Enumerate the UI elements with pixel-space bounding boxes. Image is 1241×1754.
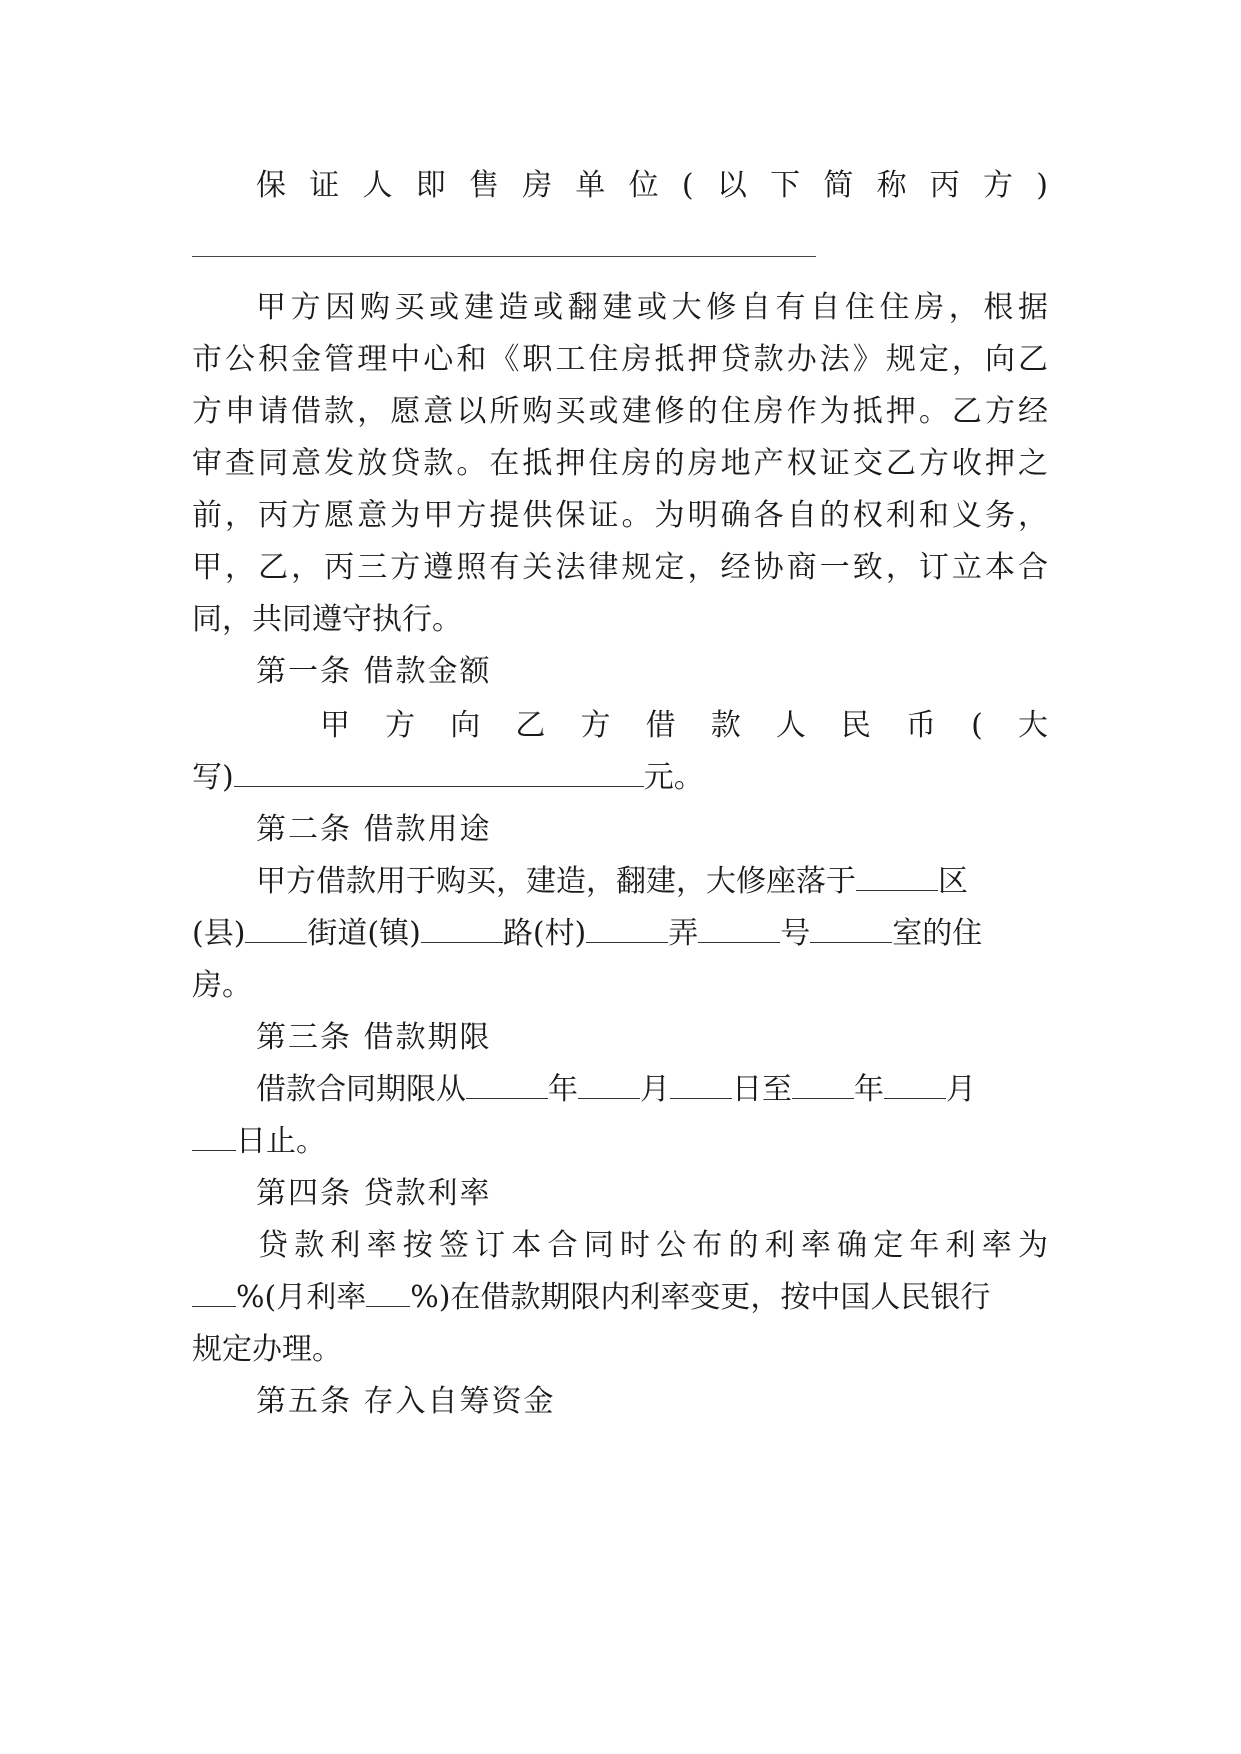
para1-line-1: 甲方因购买或建造或翻建或大修自有自住住房，根据	[256, 290, 1048, 325]
county-label: (县)	[192, 916, 246, 951]
end-day-label: 日止。	[236, 1124, 326, 1159]
article-2-line-3: 房。	[192, 968, 252, 1003]
article-2-line-1	[256, 862, 1048, 902]
article-1-line-1: 甲方向乙方借款人民币(大	[320, 708, 1048, 743]
amount-blank[interactable]	[234, 758, 644, 787]
room-label: 室的住	[892, 916, 983, 951]
para1-line-2: 市公积金管理中心和《职工住房抵押贷款办法》规定，向乙	[192, 342, 1048, 377]
article-3-title: 第三条 借款期限	[256, 1020, 492, 1055]
para1-line-4: 审查同意发放贷款。在抵押住房的房地产权证交乙方收押之	[192, 446, 1048, 481]
end-month-blank[interactable]	[884, 1070, 946, 1099]
article-5-title: 第五条 存入自筹资金	[256, 1384, 556, 1419]
article-2-district-label: 区	[938, 864, 968, 899]
article-1-title: 第一条 借款金额	[256, 654, 492, 689]
guarantor-blank-line	[192, 256, 816, 257]
end-year-label: 年	[854, 1072, 884, 1107]
road-label: 路(村)	[502, 916, 587, 951]
location-blank[interactable]	[856, 862, 938, 891]
number-label: 号	[780, 916, 811, 951]
monthly-rate-blank[interactable]	[366, 1278, 410, 1307]
end-day-blank[interactable]	[192, 1122, 236, 1151]
rate-change-text: %)在借款期限内利率变更，按中国人民银行	[410, 1280, 991, 1315]
article-1-yuan-label: 元。	[643, 760, 704, 795]
article-4-line-3: 规定办理。	[192, 1332, 342, 1367]
street-label: 街道(镇)	[307, 916, 421, 951]
number-blank[interactable]	[698, 914, 780, 943]
monthly-rate-label: %(月利率	[236, 1280, 367, 1315]
lane-blank[interactable]	[586, 914, 668, 943]
road-blank[interactable]	[421, 914, 503, 943]
start-year-blank[interactable]	[466, 1070, 548, 1099]
article-3-line-2	[192, 1122, 1048, 1162]
start-month-label: 月	[640, 1072, 670, 1107]
para1-line-6: 甲，乙，丙三方遵照有关法律规定，经协商一致，订立本合	[192, 550, 1048, 585]
article-2-purpose-text: 甲方借款用于购买，建造，翻建，大修座落于	[256, 864, 856, 899]
article-4-title: 第四条 贷款利率	[256, 1176, 492, 1211]
annual-rate-blank[interactable]	[192, 1278, 236, 1307]
article-1-daxie-label: 写)	[192, 760, 234, 795]
article-2-title: 第二条 借款用途	[256, 812, 492, 847]
article-2-line-2	[192, 914, 1048, 954]
article-1-line-2	[192, 758, 1048, 798]
lane-label: 弄	[668, 916, 699, 951]
article-4-line-1: 贷款利率按签订本合同时公布的利率确定年利率为	[258, 1228, 1048, 1263]
guarantor-line: 保证人即售房单位(以下简称丙方)	[256, 168, 1048, 203]
end-month-label: 月	[946, 1072, 976, 1107]
term-from-label: 借款合同期限从	[256, 1072, 466, 1107]
para1-line-3: 方申请借款，愿意以所购买或建修的住房作为抵押。乙方经	[192, 394, 1048, 429]
end-year-blank[interactable]	[792, 1070, 854, 1099]
article-3-line-1	[256, 1070, 1048, 1110]
room-blank[interactable]	[810, 914, 892, 943]
start-day-to-label: 日至	[732, 1072, 792, 1107]
article-4-line-2	[192, 1278, 1048, 1318]
start-day-blank[interactable]	[670, 1070, 732, 1099]
start-year-label: 年	[548, 1072, 578, 1107]
street-blank[interactable]	[245, 914, 307, 943]
para1-line-7: 同，共同遵守执行。	[192, 602, 462, 637]
start-month-blank[interactable]	[578, 1070, 640, 1099]
para1-line-5: 前，丙方愿意为甲方提供保证。为明确各自的权利和义务，	[192, 498, 1048, 533]
